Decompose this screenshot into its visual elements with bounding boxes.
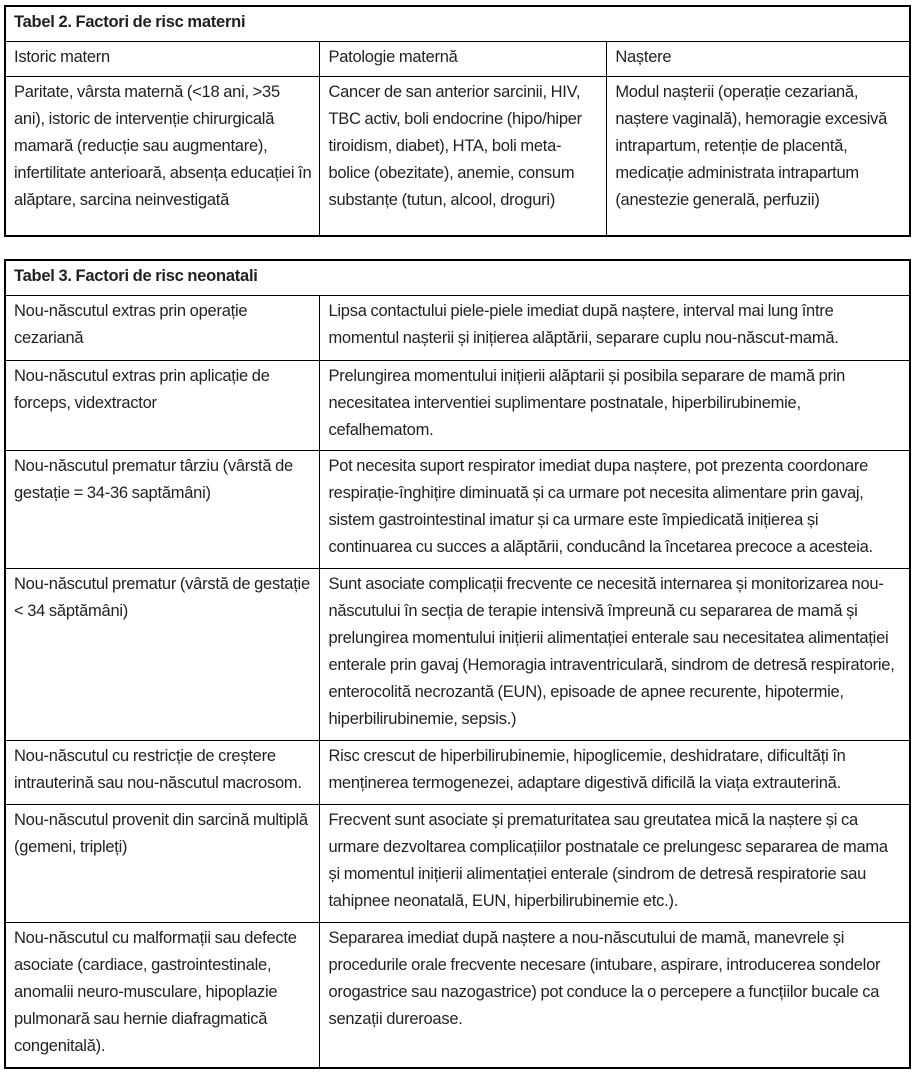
- table3-row7-description: Separarea imediat după naștere a nou-născutului de mamă, manevrele și procedurile orale frecvente necesare (intubare, aspirare, introducerea sondelor orogastrice sau nazogastrice) pot conduce la o percepere a funcțiilor bucale ca senzații dureroase.: [320, 922, 910, 1068]
- table3-row6-description: Frecvent sunt asociate și prematuritatea sau greutatea mică la naștere și ca urmare dezvoltarea complicațiilor postnatale ce prelungesc separarea de mama și momentul inițierii alimentației enterale (sindrom de detresă respiratorie sau tahipnee neonatală, EUN, hiperbilirubinemie etc.).: [320, 804, 910, 922]
- table-row: [5, 360, 910, 450]
- table3-row2-description: Prelungirea momentului inițierii alăptarii și posibila separare de mamă prin necesitatea interventiei suplimentare postnatale, hiperbilirubinemie, cefalhematom.: [320, 360, 910, 450]
- table2-cell-patologie-materna: Cancer de san anterior sarcinii, HIV, TBC activ, boli endocrine (hipo/hiper tiroidism, diabet), HTA, boli meta-bolice (obezitate), anemie, consum substanțe (tutun, alcool, droguri): [320, 77, 607, 236]
- table3-row1-factor: Nou-născutul extras prin operație cezariană: [5, 295, 320, 360]
- neonatal-risk-factors-table: [4, 259, 911, 1070]
- table2-header-nastere: Naștere: [607, 42, 910, 77]
- table-row: [5, 922, 910, 1068]
- table3-row5-factor: Nou-născutul cu restricție de creștere intrauterină sau nou-născutul macrosom.: [5, 740, 320, 804]
- table3-row7-factor: Nou-născutul cu malformații sau defecte asociate (cardiace, gastrointestinale, anomalii neuro-musculare, hipoplazie pulmonară sau hernie diafragmatică congenitală).: [5, 922, 320, 1068]
- table-row: [5, 295, 910, 360]
- table2-header-patologie-materna: Patologie maternă: [320, 42, 607, 77]
- table3-row4-factor: Nou-născutul prematur (vârstă de gestație < 34 săptămâni): [5, 568, 320, 740]
- table-row: [5, 804, 910, 922]
- table2-header-istoric-matern: Istoric matern: [5, 42, 320, 77]
- table3-row3-factor: Nou-născutul prematur târziu (vârstă de gestație = 34-36 saptămâni): [5, 450, 320, 568]
- table-row: [5, 568, 910, 740]
- table3-row4-description: Sunt asociate complicații frecvente ce necesită internarea și monitorizarea nou-născutului în secția de terapie intensivă împreună cu separarea de mamă și prelungirea momentului inițierii alimentației enterale sau necesitatea alimentației enterale prin gavaj (Hemoragia intraventriculară, sindrom de detresă respiratorie, enterocolită necrozantă (EUN), episoade de apnee recurente, hipotermie, hiperbilirubinemie, sepsis.): [320, 568, 910, 740]
- table2-title: Tabel 2. Factori de risc materni: [5, 6, 910, 42]
- table3-row5-description: Risc crescut de hiperbilirubinemie, hipoglicemie, deshidratare, dificultăți în menținerea termogenezei, adaptare digestivă dificilă la viața extrauterină.: [320, 740, 910, 804]
- table-row: [5, 450, 910, 568]
- table2-cell-nastere: Modul nașterii (operație cezariană, naștere vaginală), hemoragie excesivă intrapartum, retenție de placentă, medicație administrata intrapartum (anestezie generală, perfuzii): [607, 77, 910, 236]
- table3-row3-description: Pot necesita suport respirator imediat dupa naștere, pot prezenta coordonare respirație-înghițire diminuată și ca urmare pot necesita alimentare prin gavaj, sistem gastrointestinal imatur și ca urmare este împiedicată inițierea și continuarea cu succes a alăptării, conducând la încetarea precoce a acesteia.: [320, 450, 910, 568]
- tables-gap: [4, 237, 911, 259]
- table-row: [5, 740, 910, 804]
- table3-row6-factor: Nou-născutul provenit din sarcină multiplă (gemeni, tripleți): [5, 804, 320, 922]
- maternal-risk-factors-table: [4, 5, 911, 237]
- table3-title: Tabel 3. Factori de risc neonatali: [5, 260, 910, 296]
- table2-cell-istoric-matern: Paritate, vârsta maternă (<18 ani, >35 ani), istoric de intervenție chirurgicală mamară (reducție sau augmentare), infertilitate anterioară, absența educației în alăptare, sarcina neinvestigată: [5, 77, 320, 236]
- table3-row1-description: Lipsa contactului piele-piele imediat după naștere, interval mai lung între momentul nașterii și inițierea alăptării, separare cuplu nou-născut-mamă.: [320, 295, 910, 360]
- table3-row2-factor: Nou-născutul extras prin aplicație de forceps, vidextractor: [5, 360, 320, 450]
